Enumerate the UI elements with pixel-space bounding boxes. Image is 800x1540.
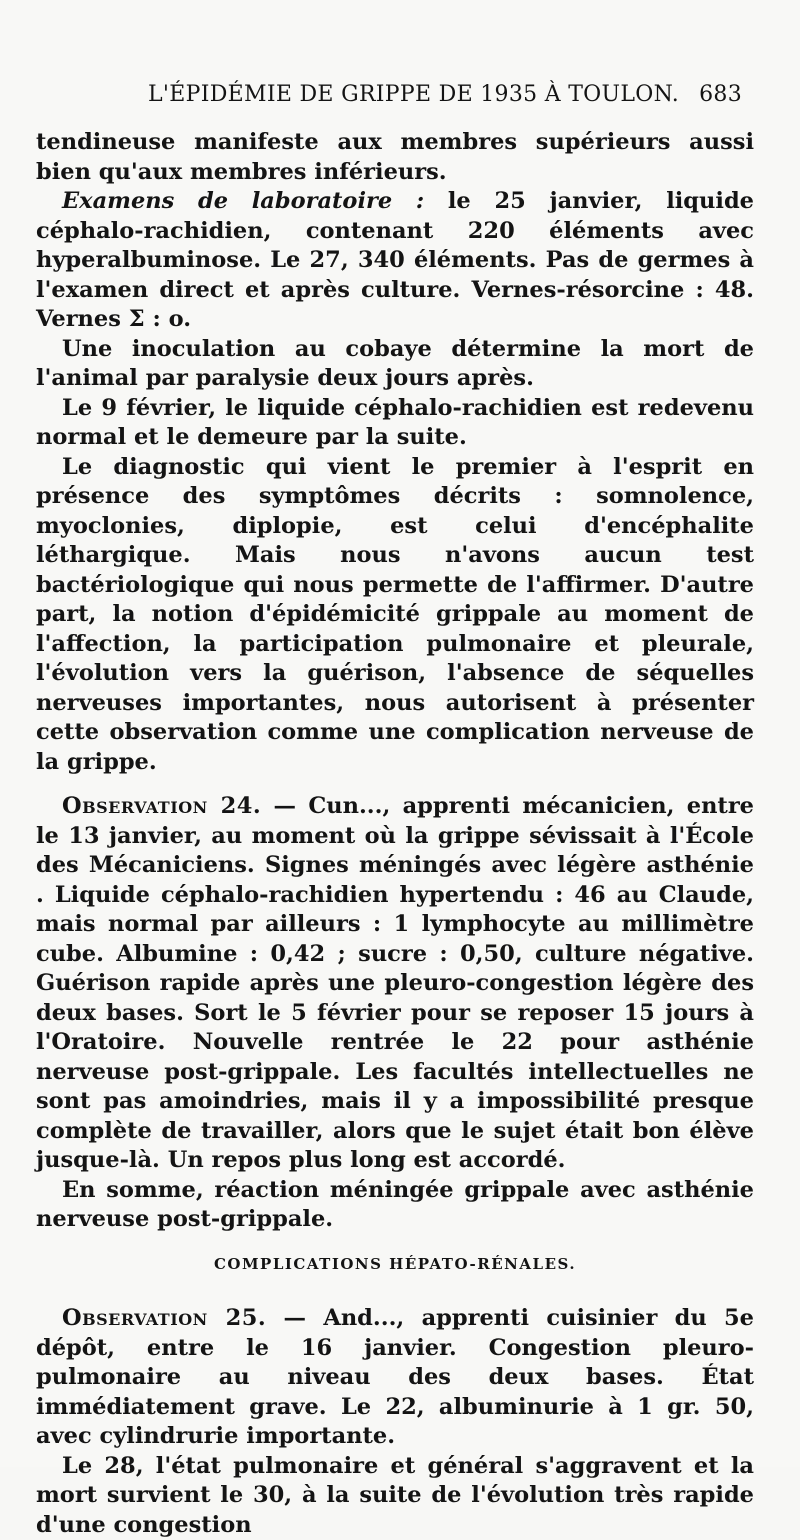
paragraph-text: — And..., apprenti cuisinier du 5e dépôt, entre le 16 janvier. Congestion pleuro-pulmonaire au niveau des deux bases. État immédiatement grave. Le 22, albuminurie à 1 gr. 50, avec cylindrurie importante. [36,1305,754,1449]
section-spacer [36,1235,754,1250]
paragraph-text: — Cun..., apprenti mécanicien, entre le 13 janvier, au moment où la grippe sévissait à l'École des Mécaniciens. Signes méningés avec légère asthénie . Liquide céphalo-rachidien hypertendu : 46 au Claude, mais normal par ailleurs : 1 lymphocyte au millimètre cube. Albumine : 0,42 ; sucre : 0,50, culture négative. Guérison rapide après une pleuro-congestion légère des deux bases. Sort le 5 février pour se reposer 15 jours à l'Oratoire. Nouvelle rentrée le 22 pour asthénie nerveuse post-grippale. Les facultés intellectuelles ne sont pas amoindries, mais il y a impossibilité presque complète de travailler, alors que le sujet était bon élève jusque-là. Un repos plus long est accordé. [36,793,754,1173]
paragraph-lead-in: Examens de laboratoire : [62,188,424,214]
paragraph-continuation: tendineuse manifeste aux membres supérieurs aussi bien qu'aux membres inférieurs. [36,128,754,187]
paragraph-summary: En somme, réaction méningée grippale avec asthénie nerveuse post-grippale. [36,1176,754,1235]
section-heading: COMPLICATIONS HÉPATO-RÉNALES. [36,1250,754,1280]
paragraph-text: le 25 janvier, liquide céphalo-rachidien, contenant 220 éléments avec hyperalbuminose. Le 27, 340 éléments. Pas de germes à l'examen direct et après culture. Vernes-résorcine : 48. Vernes Σ : o. [36,188,754,332]
running-header [148,82,742,112]
section-spacer [36,1279,754,1304]
paragraph-diagnosis: Le diagnostic qui vient le premier à l'esprit en présence des symptômes décrits : somnolence, myoclonies, diplopie, est celui d'encéphalite léthargique. Mais nous n'avons aucun test bactériologique qui nous permette de l'affirmer. D'autre part, la notion d'épidémicité grippale au moment de l'affection, la participation pulmonaire et pleurale, l'évolution vers la guérison, l'absence de séquelles nerveuses importantes, nous autorisent à présenter cette observation comme une complication nerveuse de la grippe. [36,453,754,778]
paragraph-inoculation: Une inoculation au cobaye détermine la mort de l'animal par paralysie deux jours après. [36,335,754,394]
paragraph-outcome: Le 28, l'état pulmonaire et général s'aggravent et la mort survient le 30, à la suite de l'évolution très rapide d'une congestion [36,1452,754,1540]
body-text [36,128,754,1540]
running-title: L'ÉPIDÉMIE DE GRIPPE DE 1935 À TOULON. [148,82,679,107]
paragraph-spacer [36,777,754,792]
paragraph-observation-25 [36,1304,754,1452]
paragraph-observation-24 [36,792,754,1176]
page-number: 683 [699,82,742,107]
paragraph-february-csf: Le 9 février, le liquide céphalo-rachidien est redevenu normal et le demeure par la suite. [36,394,754,453]
paragraph-laboratory-exams [36,187,754,335]
observation-lead-in: Observation 25. [62,1305,266,1331]
observation-lead-in: Observation 24. [62,793,261,819]
